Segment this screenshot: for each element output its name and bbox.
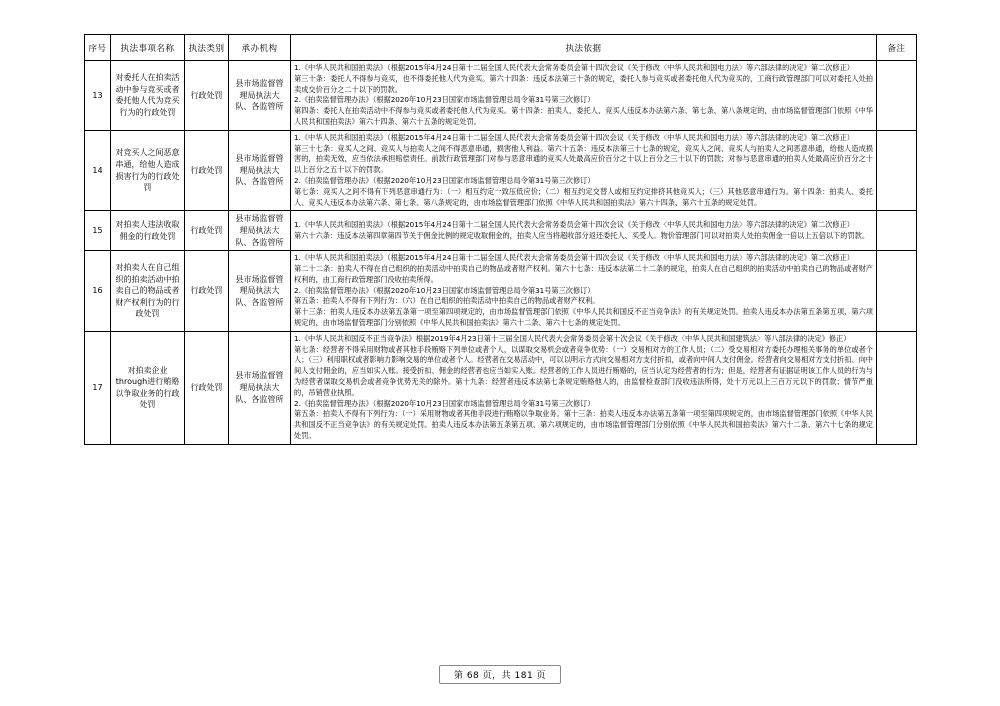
table-row — [85, 331, 917, 444]
cell-basis — [291, 130, 877, 211]
cell-basis — [291, 61, 877, 131]
cell-seq: 13 — [85, 61, 111, 131]
basis-paragraph: 第十三条：拍卖人违反本办法第五条第一项至第四项规定的，由市场监督管理部门依照《中华人民共和国反不正当竞争法》的有关规定处罚。拍卖人违反本办法第五条第五项、第六项规定的，由市场监督管理部门分别依照《中华人民共和国拍卖法》第六十二条、第六十七条的规定处罚。 — [294, 307, 873, 327]
column-header-basis: 执法依据 — [291, 35, 877, 61]
column-header-seq: 序号 — [85, 35, 111, 61]
table-row — [85, 130, 917, 211]
cell-type: 行政处罚 — [185, 331, 229, 444]
table-row — [85, 251, 917, 332]
basis-paragraph: 1.《中华人民共和国拍卖法》（根据2015年4月24日第十二届全国人民代表大会常务委员会第十四次会议《关于修改〈中华人民共和国电力法〉等六部法律的决定》第二次修正） — [294, 132, 854, 142]
basis-paragraph: 1.《中华人民共和国反不正当竞争法》根据2019年4月23日第十三届全国人民代表大会常务委员会第十次会议《关于修改〈中华人民共和国建筑法〉等八部法律的决定》修正） — [294, 333, 851, 343]
cell-item-name: 对拍卖人在自己组织的拍卖活动中拍卖自己的物品或者财产权利行为的行政处罚 — [111, 251, 185, 332]
cell-org: 县市场监督管理局执法大队、各监管所 — [229, 331, 291, 444]
basis-paragraph: 1.《中华人民共和国拍卖法》（根据2015年4月24日第十二届全国人民代表大会常务委员会第十四次会议《关于修改〈中华人民共和国电力法〉等六部法律的决定》第二次修正） — [294, 219, 854, 229]
cell-item-name: 对拍卖企业through进行贿赂以争取业务的行政处罚 — [111, 331, 185, 444]
cell-basis — [291, 251, 877, 332]
column-header-org: 承办机构 — [229, 35, 291, 61]
cell-org: 县市场监督管理局执法大队、各监管所 — [229, 130, 291, 211]
table-body — [85, 61, 917, 445]
column-header-type: 执法类别 — [185, 35, 229, 61]
basis-paragraph: 2.《拍卖监督管理办法》（根据2020年10月23日国家市场监督管理总局令第31号第三次修订） — [294, 285, 595, 295]
cell-seq: 15 — [85, 211, 111, 251]
cell-type: 行政处罚 — [185, 251, 229, 332]
cell-note — [877, 251, 917, 332]
basis-paragraph: 1.《中华人民共和国拍卖法》（根据2015年4月24日第十二届全国人民代表大会常务委员会第十四次会议《关于修改〈中华人民共和国电力法〉等六部法律的决定》第二次修正） — [294, 253, 854, 263]
cell-type: 行政处罚 — [185, 211, 229, 251]
cell-basis — [291, 211, 877, 251]
cell-org: 县市场监督管理局执法大队、各监管所 — [229, 251, 291, 332]
cell-note — [877, 331, 917, 444]
column-header-name: 执法事项名称 — [111, 35, 185, 61]
page-footer — [0, 665, 1000, 684]
basis-paragraph: 第五条：拍卖人不得有下列行为：（六）在自己组织的拍卖活动中拍卖自己的物品或者财产权利。 — [294, 296, 600, 306]
cell-item-name: 对竞买人之间恶意串通，给他人造成损害行为的行政处罚 — [111, 130, 185, 211]
table-header-row — [85, 35, 917, 61]
cell-item-name: 对拍卖人违法收取佣金的行政处罚 — [111, 211, 185, 251]
cell-item-name: 对委托人在拍卖活动中参与竞买或者委托他人代为竞买行为的行政处罚 — [111, 61, 185, 131]
cell-note — [877, 61, 917, 131]
cell-note — [877, 211, 917, 251]
basis-paragraph: 第七条：竞买人之间不得有下列恶意串通行为：（一）相互约定一致压低应价；（二）相互约定交替人或相互约定排挤其他竞买人；（三）其他恶意串通行为。第十四条：拍卖人、委托人、竞买人违反本办法第六条、第七条、第八条规定的，由市场监督管理部门依照《中华人民共和国拍卖法》第六十四条、第六十五条的规定处罚。 — [294, 186, 873, 207]
basis-paragraph: 1.《中华人民共和国拍卖法》（根据2015年4月24日第十二届全国人民代表大会常务委员会第十四次会议《关于修改〈中华人民共和国电力法〉等六部法律的决定》第二次修正） — [294, 63, 854, 72]
cell-basis — [291, 331, 877, 444]
table-row — [85, 61, 917, 131]
basis-paragraph: 2.《拍卖监督管理办法》（根据2020年10月23日国家市场监督管理总局令第31号第三次修订） — [294, 175, 595, 185]
cell-org: 县市场监督管理局执法大队、各监管所 — [229, 211, 291, 251]
table-row — [85, 211, 917, 251]
basis-paragraph: 第四条：委托人在拍卖活动中不得参与竞买或者委托他人代为竞买。第十四条：拍卖人、委托人、竞买人违反本办法第六条、第七条、第八条规定的，由市场监督管理部门依照《中华人民共和国拍卖法》第六十四条、第六十五条的规定处罚。 — [294, 106, 873, 126]
cell-seq: 16 — [85, 251, 111, 332]
basis-paragraph: 第五条：拍卖人不得有下列行为：（一）采用财物或者其他手段进行贿赂以争取业务。第十三条：拍卖人违反本办法第五条第一项至第四项规定的，由市场监督管理部门依照《中华人民共和国反不正当竞争法》的有关规定处罚。拍卖人违反本办法第五条第五项、第六项规定的，由市场监督管理部门分别依照《中华人民共和国拍卖法》第六十二条、第六十七条的规定处罚。 — [294, 409, 873, 440]
cell-note — [877, 130, 917, 211]
cell-org: 县市场监督管理局执法大队、各监管所 — [229, 61, 291, 131]
page-number-label: 第 68 页，共 181 页 — [439, 665, 561, 684]
basis-paragraph: 第六十六条：违反本法第四章第四节关于佣金比例的规定收取佣金的，拍卖人应当将超收部分返还委托人、买受人。物价管理部门可以对拍卖人处拍卖佣金一倍以上五倍以下的罚款。 — [294, 230, 870, 240]
basis-paragraph: 第七条：经营者不得采用财物或者其他手段贿赂下列单位或者个人，以谋取交易机会或者竞争优势：（一）交易相对方的工作人员；（二）受交易相对方委托办理相关事务的单位或者个人；（三）利用职权或者影响力影响交易的单位或者个人。经营者在交易活动中，可以以明示方式向交易相对方支付折扣，或者向中间人支付佣金。经营者向交易相对方支付折扣、向中间人支付佣金的，应当如实入账。接受折扣、佣金的经营者也应当如实入账。经营者的工作人员进行贿赂的，应当认定为经营者的行为；但是，经营者有证据证明该工作人员的行为与为经营者谋取交易机会或者竞争优势无关的除外。第十九条：经营者违反本法第七条规定贿赂他人的，由监督检查部门没收违法所得，处十万元以上三百万元以下的罚款；情节严重的，吊销营业执照。 — [294, 344, 873, 397]
cell-seq: 17 — [85, 331, 111, 444]
basis-paragraph: 2.《拍卖监督管理办法》（根据2020年10月23日国家市场监督管理总局令第31号第三次修订） — [294, 95, 595, 105]
basis-paragraph: 2.《拍卖监督管理办法》（根据2020年10月23日国家市场监督管理总局令第31号第三次修订） — [294, 398, 595, 408]
cell-type: 行政处罚 — [185, 61, 229, 131]
cell-seq: 14 — [85, 130, 111, 211]
basis-paragraph: 第三十条：委托人不得参与竞买，也不得委托他人代为竞买。第六十四条：违反本法第三十条的规定，委托人参与竞买或者委托他人代为竞买的，工商行政管理部门可以对委托人处拍卖成交价百分之二十以下的罚款。 — [294, 73, 873, 94]
enforcement-items-table — [84, 34, 917, 445]
basis-paragraph: 第二十二条：拍卖人不得在自己组织的拍卖活动中拍卖自己的物品或者财产权利。第六十七条：违反本法第二十二条的规定，拍卖人在自己组织的拍卖活动中拍卖自己的物品或者财产权利的，由工商行政管理部门没收拍卖所得。 — [294, 263, 873, 284]
table-container — [84, 34, 916, 445]
cell-type: 行政处罚 — [185, 130, 229, 211]
column-header-note: 备注 — [877, 35, 917, 61]
basis-paragraph: 第三十七条：竞买人之间、竞买人与拍卖人之间不得恶意串通，损害他人利益。第六十五条：违反本法第三十七条的规定，竞买人之间、竞买人与拍卖人之间恶意串通，给他人造成损害的，拍卖无效，应当依法承担赔偿责任。前款行政管理部门对参与恶意串通的竞买人处最高应价百分之十以上百分之三十以下的罚款；对参与恶意串通的拍卖人处最高应价百分之十以上百分之五十以下的罚款。 — [294, 143, 873, 175]
